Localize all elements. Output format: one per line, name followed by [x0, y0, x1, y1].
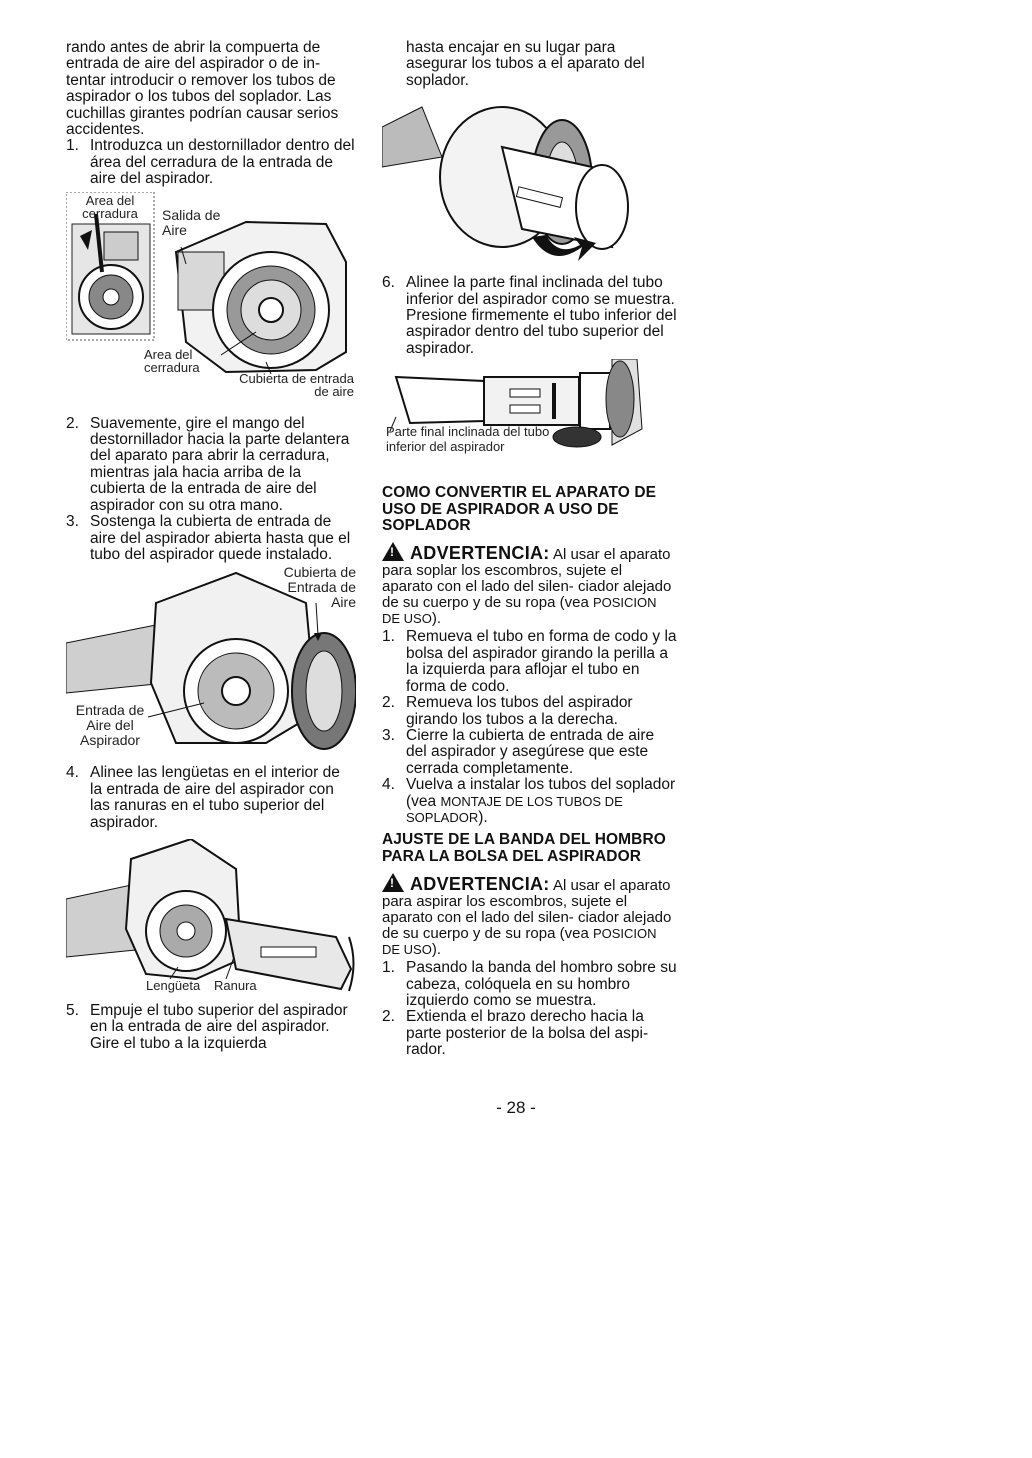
- right-column: [382, 40, 677, 1059]
- convert-step-1: 1. Remueva el tubo en forma de codo y la bolsa del aspirador girando la perilla a la izquierda para aflojar el tubo en forma de codo.: [382, 628, 677, 695]
- tube-alignment-illustration: [66, 839, 356, 995]
- figure-lock-area: [66, 192, 356, 410]
- cover-label: Cubierta de entrada de aire: [239, 370, 354, 400]
- continued-text: hasta encajar en su lugar para asegurar los tubos a el aparato del soplador.: [406, 39, 645, 89]
- lock-area-label: Area del cerradura: [144, 346, 200, 376]
- warning-1: !ADVERTENCIA: Al usar el aparato para soplar los escombros, sujete el aparato con el lado del silen- ciador alejado de su cuerpo y de su ropa (vea POSICION DE USO).: [382, 542, 677, 627]
- slot-label: Ranura: [214, 977, 257, 993]
- intro-paragraph: rando antes de abrir la compuerta de entrada de aire del aspirador o de in- tentar introducir o remover los tubos de aspirador o los tubos del soplador. Las cuchillas girantes podrían causar serios accidentes.: [66, 39, 339, 139]
- warning-2: !ADVERTENCIA: Al usar el aparato para aspirar los escombros, sujete el aparato con el lado del silen- ciador alejado de su cuerpo y de su ropa (vea POSICION DE USO).: [382, 873, 677, 958]
- step-4: 4. Alinee las lengüetas en el interior de la entrada de aire del aspirador con las ranuras en el tubo superior del aspirador.: [66, 764, 340, 831]
- step-5: 5. Empuje el tubo superior del aspirador en la entrada de aire del aspirador. Gire el tubo a la izquierda: [66, 1001, 348, 1052]
- convert-step-2: 2. Remueva los tubos del aspirador girando los tubos a la derecha.: [382, 694, 633, 728]
- heading-strap: AJUSTE DE LA BANDA DEL HOMBRO PARA LA BOLSA DEL ASPIRADOR: [382, 831, 666, 865]
- heading-convert: COMO CONVERTIR EL APARATO DE USO DE ASPIRADOR A USO DE SOPLADOR: [382, 484, 657, 535]
- step-2: 2. Suavemente, gire el mango del destornillador hacia la parte delantera del aparato para abrir la cerradura, mientras jala hacia arriba de la cubierta de la entrada de aire del aspirador con su otra mano.: [66, 414, 350, 514]
- figure-twist-tube: [382, 97, 672, 273]
- convert-step-3: 3. Cierre la cubierta de entrada de aire del aspirador y asegúrese que este cerrada completamente.: [382, 726, 655, 777]
- warning-icon: [382, 542, 404, 561]
- outlet-label: Salida de Aire: [162, 206, 221, 238]
- cover-label-2: Cubierta de Entrada de Aire: [283, 564, 356, 611]
- figure-tabs-slots: [66, 839, 356, 995]
- step-3: 3. Sostenga la cubierta de entrada de aire del aspirador abierta hasta que el tubo del aspirador quede instalado.: [66, 513, 351, 563]
- twist-tube-illustration: [382, 97, 672, 273]
- strap-step-1: 1. Pasando la banda del hombro sobre su cabeza, colóquela en su hombro izquierdo como se muestra.: [382, 959, 677, 1009]
- tab-label: Lengüeta: [146, 977, 201, 993]
- figure-angled-tube: [382, 359, 677, 479]
- angled-tube-illustration: [382, 359, 677, 479]
- figure-intake-cover: [66, 563, 356, 759]
- inset-label: Area del cerradura: [82, 192, 138, 222]
- inlet-label: Entrada de Aire del Aspirador: [75, 702, 145, 749]
- convert-step-4: 4. Vuelva a instalar los tubos del soplador (vea MONTAJE DE LOS TUBOS DE SOPLADOR).: [382, 776, 676, 826]
- strap-step-2: 2. Extienda el brazo derecho hacia la parte posterior de la bolsa del aspi- rador.: [382, 1008, 649, 1059]
- warning-icon: [382, 873, 404, 892]
- page-number: - 28 -: [496, 1098, 536, 1117]
- left-column: [66, 40, 356, 1052]
- step-6: 6. Alinee la parte final inclinada del tubo inferior del aspirador como se muestra. Presione firmemente el tubo inferior del aspirador dentro del tubo superior del aspirador.: [382, 274, 677, 357]
- angled-end-caption: Parte final inclinada del tubo inferior del aspirador: [386, 424, 550, 454]
- step-1: 1. Introduzca un destornillador dentro del área del cerradura de la entrada de aire del aspirador.: [66, 137, 355, 188]
